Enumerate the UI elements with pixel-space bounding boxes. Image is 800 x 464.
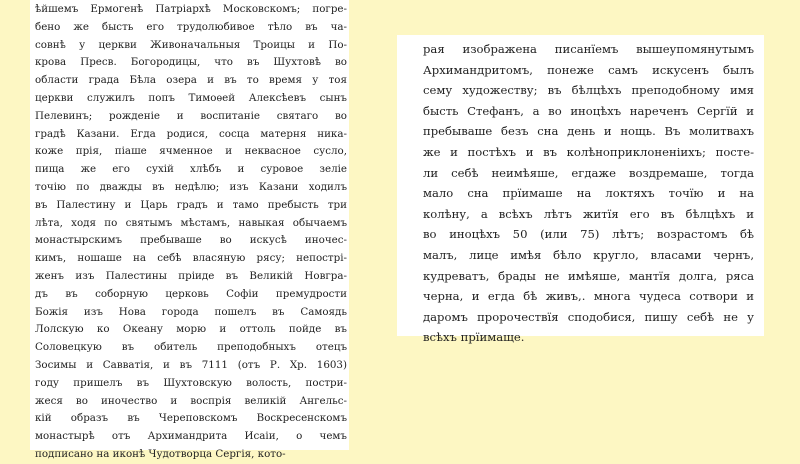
text-line: всѣхъ прїимаще. [423,330,525,345]
text-line: подписано на иконѣ Чудотворца Сергія, кото- [35,447,286,460]
text-line: колѣну, а всѣхъ лѣтъ житїя его въ бѣлцѣхъ и [423,206,754,221]
text-line: коже прія, піаше ячменное и неквасное сусло, [35,145,347,158]
left-page-text [35,1,347,464]
text-line: сему художеству; въ бѣлцѣхъ преподобному имя [423,83,754,98]
text-line: ѣйшемъ Ермогенѣ Патріархѣ Московскомъ; погре- [35,3,347,15]
text-line: пища же его сухій хлѣбъ и суровое зеліе [35,163,347,176]
text-line: Божія изъ Нова города пошелъ въ Самоядь [35,305,347,318]
text-line: области града Бѣла озера и въ то время у тоя [35,74,347,87]
text-line: кій образъ въ Череповскомъ Воскресенскомъ [35,412,347,425]
text-line: градѣ Казани. Егда родися, сосца матерня ника- [35,127,347,140]
right-page-text [423,39,754,348]
text-line: монастырѣ отъ Архимандрита Исаіи, о чемъ [35,430,347,443]
text-line: во иноцѣхъ 50 (или 75) лѣтъ; возрастомъ бѣ [423,227,754,242]
text-line: Зосимы и Савватія, и въ 7111 (отъ Р. Хр. 1603) [35,358,347,371]
text-line: году пришелъ въ Шухтовскую волость, постри- [35,376,347,389]
text-line: черна, и егда бѣ живъ,. многа чудеса сотвори и [423,289,754,304]
text-line: малъ, лице имѣя бѣло кругло, власами чернъ, [423,247,754,262]
text-line: пребываше безъ сна день и нощь. Въ молитвахъ [423,124,754,139]
text-line: монастырскимъ пребываше во искусѣ иночес- [35,234,347,247]
text-line: даромъ пророчествїя сподобися, пишу себѣ не у [423,309,754,324]
text-line: жеся во иночество и воспрія великій Ангельс- [35,394,347,407]
text-line: точію по дважды въ недѣлю; изъ Казани ходилъ [35,180,347,193]
text-line: Пелевинъ; рожденіе и воспитаніе святаго во [35,109,347,122]
text-line: Соловецкую въ обитель преподобныхъ отецъ [35,341,347,354]
text-line: кимъ, ношаше на себѣ власяную рясу; непострі- [35,252,347,265]
text-line: совнѣ у церкви Живоначальныя Троицы и По- [35,38,347,51]
text-line: бено же бысть его трудолюбивое тѣло въ ча- [35,20,347,33]
text-line: женъ изъ Палестины пріиде въ Великій Новгра- [35,269,347,282]
text-line: крова Пресв. Богородицы, что въ Шухтовѣ во [35,56,347,69]
text-line: дъ въ соборную церковь Софіи премудрости [35,287,347,300]
left-page [30,0,349,460]
text-line: лѣта, ходя по святымъ мѣстамъ, навыкая обычаемъ [35,216,347,229]
text-line: въ Палестину и Царь градъ и тамо пребысть три [35,198,347,211]
text-line: мало сна прїимаше на локтяхъ точїю и на [423,186,754,201]
text-line: Архимандритомъ, понеже самъ искусенъ былъ [423,62,754,77]
text-line: ли себѣ неимѣяше, егдаже воздремаше, тогда [423,165,754,180]
right-page [397,35,764,345]
text-line: кудреватъ, брады не имѣяше, мантїя долга, ряса [423,268,754,283]
text-line: Лолскую ко Океану морю и оттоль пойде въ [35,323,347,336]
text-line: же и постѣхъ и въ колѣноприклоненіихъ; посте- [423,144,754,159]
text-line: церкви служилъ попъ Тимоѳей Алексѣевъ сынъ [35,91,347,104]
text-line: рая изображена писанїемъ вышеупомянутымъ [423,42,754,56]
text-line: бысть Стефанъ, а во иноцѣхъ нареченъ Сергїй и [423,103,754,118]
